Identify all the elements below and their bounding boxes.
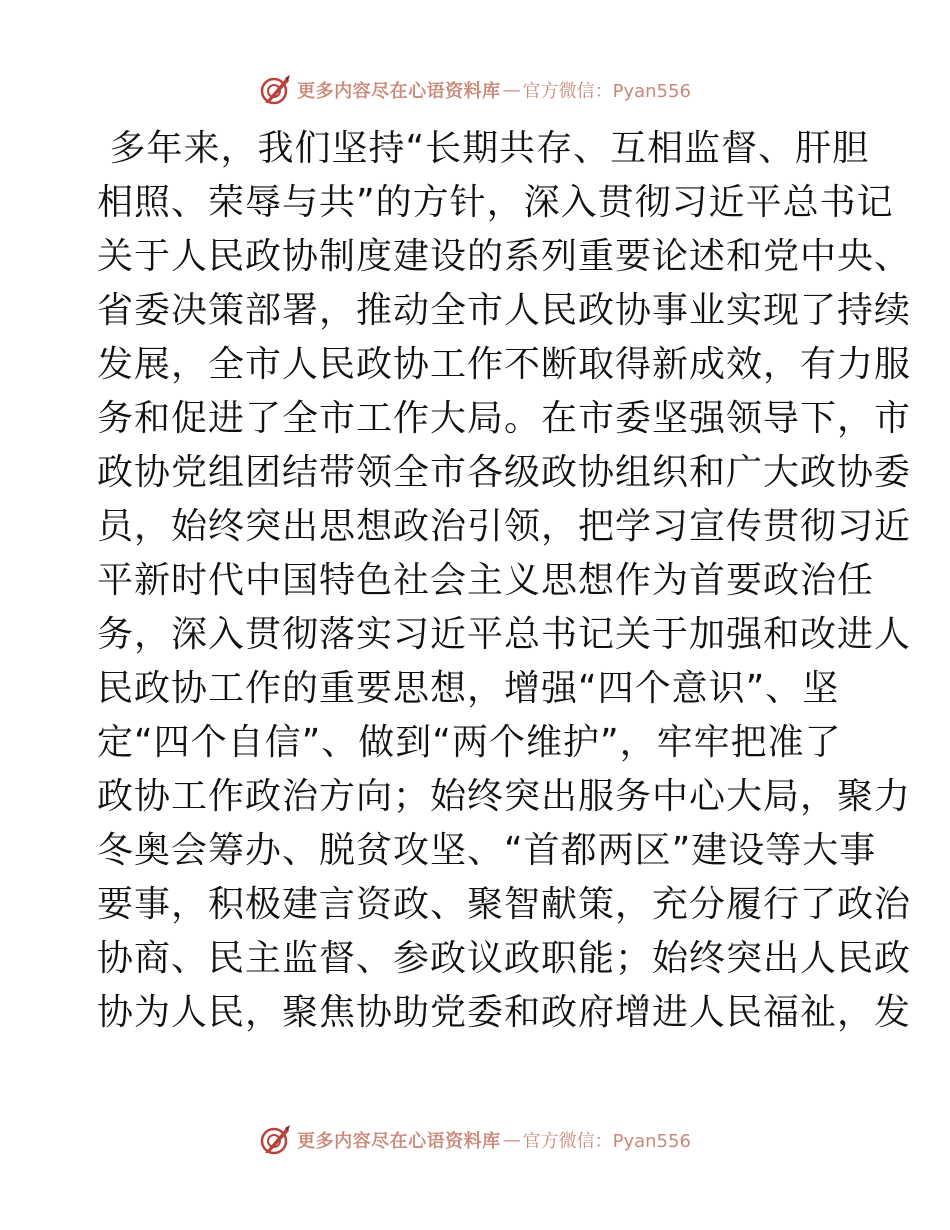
- body-line: 发展，全市人民政协工作不断取得新成效，有力服: [97, 344, 912, 385]
- body-line: 省委决策部署，推动全市人民政协事业实现了持续: [97, 290, 912, 331]
- document-body: [97, 122, 912, 1040]
- body-line: 民政协工作的重要思想，增强“四个意识”、坚: [97, 668, 840, 709]
- header-brand-text: 更多内容尽在心语资料库: [297, 81, 501, 102]
- body-line: 关于人民政协制度建设的系列重要论述和党中央、: [97, 236, 912, 277]
- body-line: 要事，积极建言资政、聚智献策，充分履行了政治: [97, 884, 912, 925]
- footer-watermark-banner: [0, 1120, 950, 1160]
- body-line: 员，始终突出思想政治引领，把学习宣传贯彻习近: [97, 506, 912, 547]
- footer-brand-text: 更多内容尽在心语资料库: [297, 1131, 501, 1152]
- quill-logo-icon: [259, 73, 293, 107]
- body-line: 平新时代中国特色社会主义思想作为首要政治任: [97, 560, 875, 601]
- body-line: 务，深入贯彻落实习近平总书记关于加强和改进人: [97, 614, 912, 655]
- body-line: 协商、民主监督、参政议政职能；始终突出人民政: [97, 938, 912, 979]
- body-line: 定“四个自信”、做到“两个维护”，牢牢把准了: [97, 722, 842, 763]
- quill-logo-icon: [259, 1123, 293, 1157]
- header-dash: —: [502, 79, 521, 101]
- body-line: 多年来，我们坚持“长期共存、互相监督、肝胆: [97, 128, 870, 169]
- footer-wechat-text: 官方微信：Pyan556: [522, 1131, 691, 1152]
- body-line: 相照、荣辱与共”的方针，深入贯彻习近平总书记: [97, 182, 894, 223]
- body-line: 政协工作政治方向；始终突出服务中心大局，聚力: [97, 776, 912, 817]
- header-wechat-text: 官方微信：Pyan556: [522, 81, 691, 102]
- body-line: 协为人民，聚焦协助党委和政府增进人民福祉，发: [97, 992, 912, 1033]
- body-line: 政协党组团结带领全市各级政协组织和广大政协委: [97, 452, 912, 493]
- body-line: 务和促进了全市工作大局。在市委坚强领导下，市: [97, 398, 912, 439]
- footer-dash: —: [502, 1129, 521, 1151]
- header-watermark-banner: [0, 70, 950, 110]
- body-line: 冬奥会筹办、脱贫攻坚、“首都两区”建设等大事: [97, 830, 877, 871]
